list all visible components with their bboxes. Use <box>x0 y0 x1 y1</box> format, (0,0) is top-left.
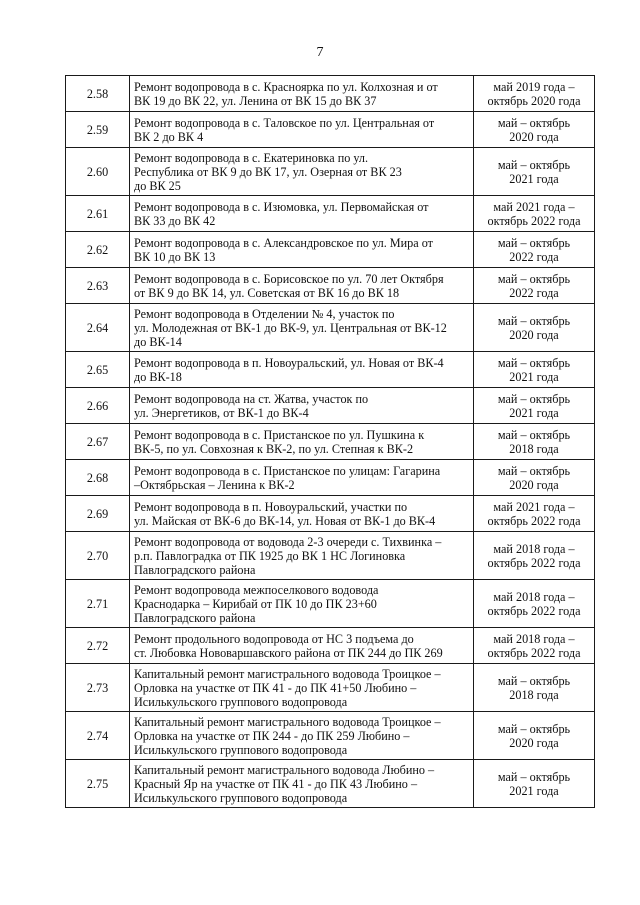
page-number: 7 <box>316 45 324 60</box>
work-period <box>474 232 595 268</box>
period-line: октябрь 2022 года <box>487 555 581 570</box>
period-line: 2020 года <box>509 327 559 342</box>
description-line: ст. Любовка Нововаршавского района от ПК 244 до ПК 269 <box>134 645 443 660</box>
work-description <box>130 232 474 268</box>
period-line: 2022 года <box>509 285 559 300</box>
description-line: Ремонт водопровода в с. Борисовское по ул. 70 лет Октября <box>134 271 444 286</box>
item-number: 2.75 <box>66 760 130 808</box>
description-line: Ремонт продольного водопровода от НС 3 подъема до <box>134 631 414 646</box>
description-line: Павлоградского района <box>134 562 256 577</box>
table-row <box>66 532 595 580</box>
item-number: 2.68 <box>66 460 130 496</box>
work-period <box>474 268 595 304</box>
description-line: Капитальный ремонт магистрального водовода Любино – <box>134 762 435 777</box>
period-line: 2020 года <box>509 477 559 492</box>
period-line: октябрь 2022 года <box>487 603 581 618</box>
period-line: октябрь 2022 года <box>487 645 581 660</box>
description-line: ул. Молодежная от ВК-1 до ВК-9, ул. Центральная от ВК-12 <box>134 320 447 335</box>
description-line: Исилькульского группового водопровода <box>134 694 348 709</box>
description-line: Ремонт водопровода в Отделении № 4, участок по <box>134 306 395 321</box>
work-description <box>130 580 474 628</box>
period-line: май – октябрь <box>497 355 571 370</box>
item-number: 2.62 <box>66 232 130 268</box>
item-number: 2.74 <box>66 712 130 760</box>
description-line: Ремонт водопровода в с. Таловское по ул. Центральная от <box>134 115 435 130</box>
period-line: май – октябрь <box>497 313 571 328</box>
work-period <box>474 496 595 532</box>
period-line: май 2019 года – <box>493 79 575 94</box>
work-description <box>130 196 474 232</box>
period-line: май – октябрь <box>497 235 571 250</box>
table-row <box>66 268 595 304</box>
description-line: Исилькульского группового водопровода <box>134 742 348 757</box>
work-period <box>474 112 595 148</box>
work-period <box>474 580 595 628</box>
period-line: май – октябрь <box>497 271 571 286</box>
work-description <box>130 112 474 148</box>
description-line: Ремонт водопровода в с. Александровское по ул. Мира от <box>134 235 433 250</box>
work-period <box>474 148 595 196</box>
item-number: 2.65 <box>66 352 130 388</box>
work-description <box>130 268 474 304</box>
period-line: 2020 года <box>509 735 559 750</box>
work-period <box>474 664 595 712</box>
description-line: от ВК 9 до ВК 14, ул. Советская от ВК 16 до ВК 18 <box>134 285 400 300</box>
description-line: ул. Майская от ВК-6 до ВК-14, ул. Новая от ВК-1 до ВК-4 <box>134 513 436 528</box>
description-line: Ремонт водопровода в с. Екатериновка по ул. <box>134 150 369 165</box>
period-line: октябрь 2022 года <box>487 213 581 228</box>
description-line: ВК-5, по ул. Совхозная к ВК-2, по ул. Степная к ВК-2 <box>134 441 414 456</box>
work-period <box>474 388 595 424</box>
item-number: 2.73 <box>66 664 130 712</box>
work-description <box>130 712 474 760</box>
work-period <box>474 352 595 388</box>
item-number: 2.71 <box>66 580 130 628</box>
item-number: 2.59 <box>66 112 130 148</box>
table-row <box>66 760 595 808</box>
work-description <box>130 460 474 496</box>
period-line: 2018 года <box>509 441 559 456</box>
table-row <box>66 196 595 232</box>
work-period <box>474 532 595 580</box>
period-line: 2021 года <box>509 369 559 384</box>
period-line: май – октябрь <box>497 115 571 130</box>
description-line: Капитальный ремонт магистрального водовода Троицкое – <box>134 666 441 681</box>
table-row <box>66 232 595 268</box>
work-period <box>474 76 595 112</box>
description-line: Ремонт водопровода в с. Красноярка по ул. Колхозная и от <box>134 79 438 94</box>
period-line: май – октябрь <box>497 391 571 406</box>
description-line: Исилькульского группового водопровода <box>134 790 348 805</box>
description-line: ВК 2 до ВК 4 <box>134 129 204 144</box>
description-line: Республика от ВК 9 до ВК 17, ул. Озерная от ВК 23 <box>134 164 402 179</box>
table-row <box>66 388 595 424</box>
description-line: Ремонт водопровода в с. Пристанское по ул. Пушкина к <box>134 427 425 442</box>
item-number: 2.70 <box>66 532 130 580</box>
period-line: май 2018 года – <box>493 541 575 556</box>
description-line: Орловка на участке от ПК 244 - до ПК 259 Любино – <box>134 728 410 743</box>
period-line: 2021 года <box>509 171 559 186</box>
table-row <box>66 112 595 148</box>
period-line: 2022 года <box>509 249 559 264</box>
table-row <box>66 712 595 760</box>
period-line: май – октябрь <box>497 157 571 172</box>
work-period <box>474 424 595 460</box>
item-number: 2.69 <box>66 496 130 532</box>
period-line: май 2018 года – <box>493 631 575 646</box>
period-line: октябрь 2020 года <box>487 93 581 108</box>
work-description <box>130 148 474 196</box>
period-line: май 2021 года – <box>493 199 575 214</box>
description-line: Краснодарка – Кирибай от ПК 10 до ПК 23+60 <box>134 596 377 611</box>
works-table-body <box>66 76 595 808</box>
item-number: 2.60 <box>66 148 130 196</box>
table-row <box>66 352 595 388</box>
description-line: Ремонт водопровода в с. Изюмовка, ул. Первомайская от <box>134 199 429 214</box>
period-line: октябрь 2022 года <box>487 513 581 528</box>
work-description <box>130 76 474 112</box>
description-line: Ремонт водопровода в п. Новоуральский, участки по <box>134 499 408 514</box>
work-description <box>130 760 474 808</box>
work-description <box>130 352 474 388</box>
description-line: Капитальный ремонт магистрального водовода Троицкое – <box>134 714 441 729</box>
description-line: ул. Энергетиков, от ВК-1 до ВК-4 <box>134 405 309 420</box>
period-line: май – октябрь <box>497 427 571 442</box>
period-line: 2021 года <box>509 783 559 798</box>
item-number: 2.58 <box>66 76 130 112</box>
work-description <box>130 628 474 664</box>
description-line: Ремонт водопровода на ст. Жатва, участок по <box>134 391 369 406</box>
work-period <box>474 304 595 352</box>
description-line: р.п. Павлоградка от ПК 1925 до ВК 1 НС Логиновка <box>134 548 406 563</box>
table-row <box>66 76 595 112</box>
description-line: Красный Яр на участке от ПК 41 - до ПК 43 Любино – <box>134 776 418 791</box>
item-number: 2.64 <box>66 304 130 352</box>
description-line: до ВК-14 <box>134 334 182 349</box>
description-line: Орловка на участке от ПК 41 - до ПК 41+50 Любино – <box>134 680 417 695</box>
work-description <box>130 664 474 712</box>
table-row <box>66 424 595 460</box>
description-line: Ремонт водопровода в п. Новоуральский, ул. Новая от ВК-4 <box>134 355 444 370</box>
work-description <box>130 532 474 580</box>
work-period <box>474 196 595 232</box>
period-line: 2018 года <box>509 687 559 702</box>
description-line: ВК 10 до ВК 13 <box>134 249 216 264</box>
table-row <box>66 628 595 664</box>
work-description <box>130 424 474 460</box>
description-line: до ВК-18 <box>134 369 182 384</box>
table-row <box>66 580 595 628</box>
description-line: Ремонт водопровода в с. Пристанское по улицам: Гагарина <box>134 463 441 478</box>
work-description <box>130 304 474 352</box>
work-description <box>130 496 474 532</box>
description-line: Ремонт водопровода межпоселкового водовода <box>134 582 379 597</box>
period-line: май 2021 года – <box>493 499 575 514</box>
description-line: –Октябрьская – Ленина к ВК-2 <box>134 477 295 492</box>
works-table <box>65 75 595 808</box>
table-row <box>66 664 595 712</box>
item-number: 2.63 <box>66 268 130 304</box>
work-period <box>474 712 595 760</box>
table-row <box>66 460 595 496</box>
table-row <box>66 148 595 196</box>
item-number: 2.61 <box>66 196 130 232</box>
period-line: 2020 года <box>509 129 559 144</box>
item-number: 2.72 <box>66 628 130 664</box>
work-period <box>474 760 595 808</box>
table-row <box>66 304 595 352</box>
description-line: Павлоградского района <box>134 610 256 625</box>
description-line: Ремонт водопровода от водовода 2-3 очереди с. Тихвинка – <box>134 534 442 549</box>
description-line: до ВК 25 <box>134 178 181 193</box>
item-number: 2.66 <box>66 388 130 424</box>
period-line: май – октябрь <box>497 463 571 478</box>
description-line: ВК 19 до ВК 22, ул. Ленина от ВК 15 до ВК 37 <box>134 93 377 108</box>
period-line: 2021 года <box>509 405 559 420</box>
period-line: май – октябрь <box>497 673 571 688</box>
item-number: 2.67 <box>66 424 130 460</box>
period-line: май – октябрь <box>497 769 571 784</box>
table-row <box>66 496 595 532</box>
description-line: ВК 33 до ВК 42 <box>134 213 216 228</box>
work-description <box>130 388 474 424</box>
work-period <box>474 460 595 496</box>
work-period <box>474 628 595 664</box>
period-line: май 2018 года – <box>493 589 575 604</box>
period-line: май – октябрь <box>497 721 571 736</box>
